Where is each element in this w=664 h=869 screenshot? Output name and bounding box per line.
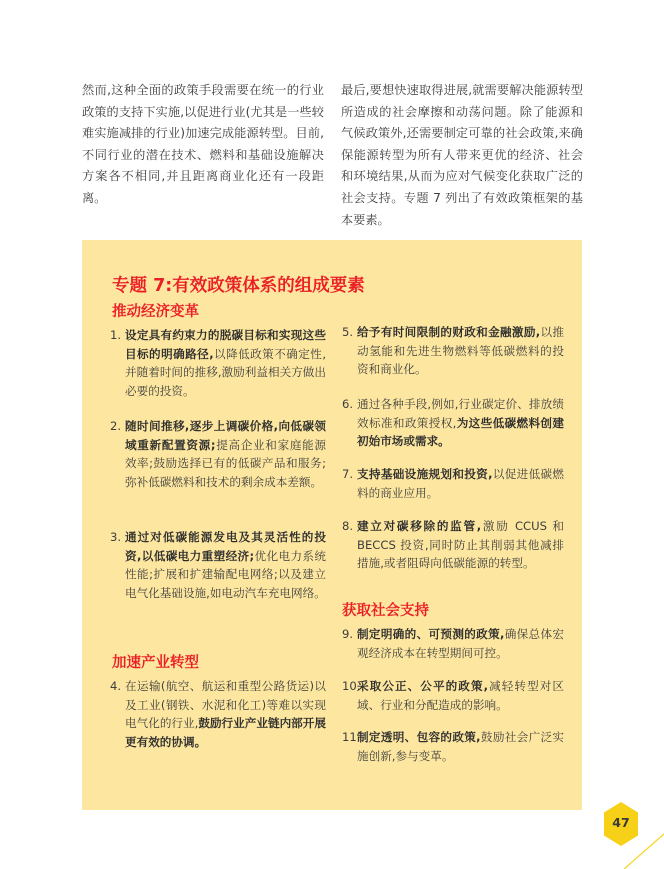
item-number: 3.: [110, 530, 122, 544]
item-bold: 鼓励行业产业链内部开展更有效的协调。: [125, 716, 326, 750]
item-text: 减轻转型对区域、行业和分配造成的影响。: [357, 679, 564, 712]
item-number: 6.: [342, 397, 354, 411]
intro-paragraph-right: 最后,要想快速取得进展,就需要解决能源转型所造成的社会摩擦和动荡问题。除了能源和气候政策外,还需要制定可靠的社会政策,来确保能源转型为所有人带来更优的经济、社会和环境结果,从而为应对气候变化获取广泛的社会支持。专题 7 列出了有效政策框架的基本要素。: [341, 83, 583, 227]
feature-box: [82, 240, 582, 810]
item-number: 8.: [342, 519, 354, 533]
item-text: 通过各种手段,例如,行业碳定价、排放绩效标准和政策授权,: [357, 397, 564, 430]
item-number: 10.: [342, 679, 361, 693]
item-bold: 设定具有约束力的脱碳目标和实现这些目标的明确路径,: [125, 328, 326, 361]
item-text: 以促进低碳燃料的商业应用。: [357, 467, 564, 500]
list-item-10: [342, 677, 564, 714]
item-number: 1.: [110, 328, 122, 342]
list-item-9: [342, 625, 564, 662]
box-title: 专题 7:有效政策体系的组成要素: [112, 276, 365, 296]
item-text: 在运输(航空、航运和重型公路货运)以及工业(钢铁、水泥和化工)等难以实现电气化的行业,: [125, 679, 326, 731]
list-item-7: [342, 465, 564, 502]
item-number: 11.: [342, 730, 361, 744]
item-bold: 随时间推移,逐步上调碳价格,向低碳领域重新配置资源;: [125, 419, 326, 452]
item-number: 4.: [110, 679, 122, 693]
item-number: 5.: [342, 325, 354, 339]
list-item-11: [342, 728, 564, 765]
item-number: 7.: [342, 467, 354, 481]
item-text: 确保总体宏观经济成本在转型期间可控。: [357, 627, 564, 660]
item-text: 激励 CCUS 和 BECCS 投资,同时防止其削弱其他减排措施,或者阻碍向低碳能源的转型。: [357, 519, 564, 571]
item-bold: 支持基础设施规划和投资,: [357, 467, 493, 481]
list-item-5: [342, 323, 564, 379]
list-item-3: [110, 528, 326, 603]
list-item-2: [110, 417, 326, 492]
item-text: 鼓励社会广泛实施创新,参与变革。: [357, 730, 564, 763]
item-number: 2.: [110, 419, 122, 433]
list-item-8: [342, 517, 564, 573]
item-bold: 给予有时间限制的财政和金融激励,: [357, 325, 541, 339]
intro-paragraph-left: 然而,这种全面的政策手段需要在统一的行业政策的支持下实施,以促进行业(尤其是一些较难实施减排的行业)加速完成能源转型。目前,不同行业的潜在技术、燃料和基础设施解决方案各不相同,并且距离商业化还有一段距离。: [82, 83, 324, 205]
item-text: 提高企业和家庭能源效率;鼓励选择已有的低碳产品和服务;弥补低碳燃料和技术的剩余成本差额。: [125, 437, 326, 490]
item-number: 9.: [342, 627, 354, 641]
section-heading-economic: 推动经济变革: [112, 304, 199, 320]
list-item-1: [110, 326, 326, 401]
item-bold: 采取公正、公平的政策,: [357, 679, 489, 693]
item-bold: 建立对碳移除的监管,: [357, 519, 482, 533]
list-item-6: [342, 395, 564, 451]
item-bold: 制定明确的、可预测的政策,: [357, 627, 505, 641]
item-bold: 为这些低碳燃料创建初始市场或需求。: [357, 415, 564, 449]
page-number: 47: [612, 815, 630, 830]
item-text: 优化电力系统性能;扩展和扩建输配电网络;以及建立电气化基础设施,如电动汽车充电网络。: [125, 548, 326, 601]
section-heading-social: 获取社会支持: [342, 603, 429, 619]
item-bold: 制定透明、包容的政策,: [357, 730, 481, 744]
section-heading-industry: 加速产业转型: [112, 655, 199, 671]
item-text: 以降低政策不确定性,并随着时间的推移,激励利益相关方做出必要的投资。: [125, 346, 327, 399]
list-item-4: [110, 677, 326, 752]
item-text: 以推动氢能和先进生物燃料等低碳燃料的投资和商业化。: [357, 325, 564, 377]
item-bold: 通过对低碳能源发电及其灵活性的投资,以低碳电力重塑经济;: [125, 530, 326, 563]
decorative-line-icon: [624, 826, 664, 869]
